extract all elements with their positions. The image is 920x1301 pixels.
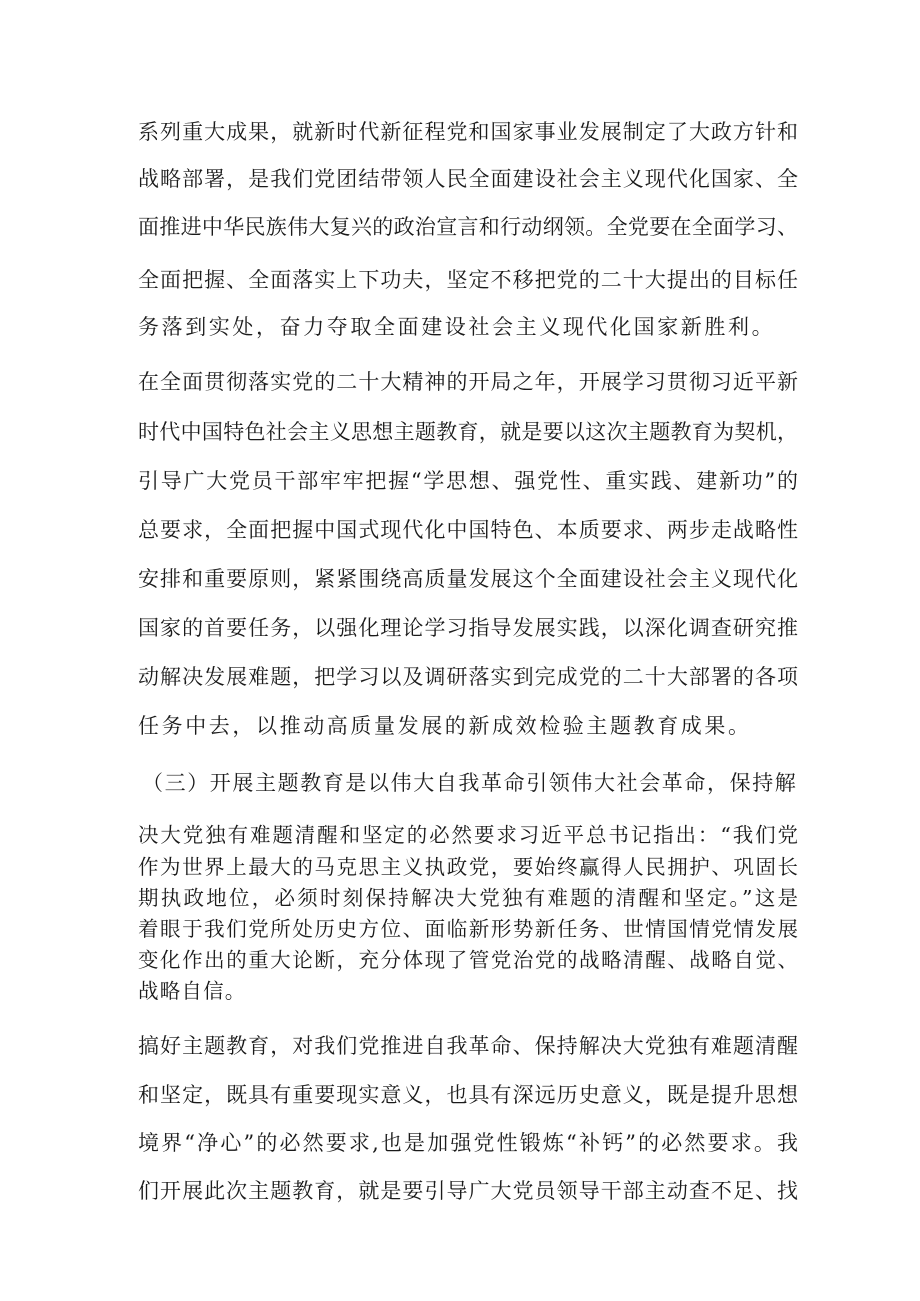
paragraph-line: 作为世界上最大的马克思主义执政党，要始终赢得人民拥护、巩固长 bbox=[138, 855, 798, 879]
paragraph-line: 决大党独有难题清醒和坚定的必然要求习近平总书记指出：“我们党 bbox=[138, 823, 798, 847]
paragraph-line: 安排和重要原则，紧紧围绕高质量发展这个全面建设社会主义现代化 bbox=[138, 567, 798, 591]
paragraph-line: 在全面贯彻落实党的二十大精神的开局之年，开展学习贯彻习近平新 bbox=[138, 370, 798, 394]
paragraph-line: 全面把握、全面落实上下功夫，坚定不移把党的二十大提出的目标任 bbox=[138, 268, 798, 292]
paragraph-line: 务落到实处，奋力夺取全面建设社会主义现代化国家新胜利。 bbox=[138, 315, 776, 339]
paragraph-line: 系列重大成果，就新时代新征程党和国家事业发展制定了大政方针和 bbox=[138, 120, 798, 144]
paragraph-line: 国家的首要任务，以强化理论学习指导发展实践，以深化调查研究推 bbox=[138, 616, 798, 640]
paragraph-line: 搞好主题教育，对我们党推进自我革命、保持解决大党独有难题清醒 bbox=[138, 1034, 798, 1058]
paragraph-line: 们开展此次主题教育，就是要引导广大党员领导干部主动查不足、找 bbox=[138, 1179, 798, 1203]
paragraph-line: 境界“净心”的必然要求,也是加强党性锻炼“补钙”的必然要求。我 bbox=[138, 1131, 798, 1155]
paragraph-line: 变化作出的重大论断，充分体现了管党治党的战略清醒、战略自觉、 bbox=[138, 948, 798, 972]
paragraph-line: 面推进中华民族伟大复兴的政治宣言和行动纲领。全党要在全面学习、 bbox=[138, 215, 798, 239]
paragraph-line: 着眼于我们党所处历史方位、面临新形势新任务、世情国情党情发展 bbox=[138, 917, 798, 941]
paragraph-line: 总要求，全面把握中国式现代化中国特色、本质要求、两步走战略性 bbox=[138, 518, 798, 542]
paragraph-line: 战略自信。 bbox=[138, 979, 247, 1003]
paragraph-line: 时代中国特色社会主义思想主题教育，就是要以这次主题教育为契机， bbox=[138, 420, 798, 444]
paragraph-line: 任务中去，以推动高质量发展的新成效检验主题教育成果。 bbox=[138, 714, 752, 738]
paragraph-line: 动解决发展难题，把学习以及调研落实到完成党的二十大部署的各项 bbox=[138, 665, 798, 689]
paragraph-line: 引导广大党员干部牢牢把握“学思想、强党性、重实践、建新功”的 bbox=[138, 469, 798, 493]
paragraph-line: 期执政地位，必须时刻保持解决大党独有难题的清醒和坚定。”这是 bbox=[138, 886, 798, 910]
paragraph-line: 战略部署，是我们党团结带领人民全面建设社会主义现代化国家、全 bbox=[138, 167, 798, 191]
section-heading: （三）开展主题教育是以伟大自我革命引领伟大社会革命，保持解 bbox=[142, 771, 798, 795]
paragraph-line: 和坚定，既具有重要现实意义，也具有深远历史意义，既是提升思想 bbox=[138, 1083, 798, 1107]
